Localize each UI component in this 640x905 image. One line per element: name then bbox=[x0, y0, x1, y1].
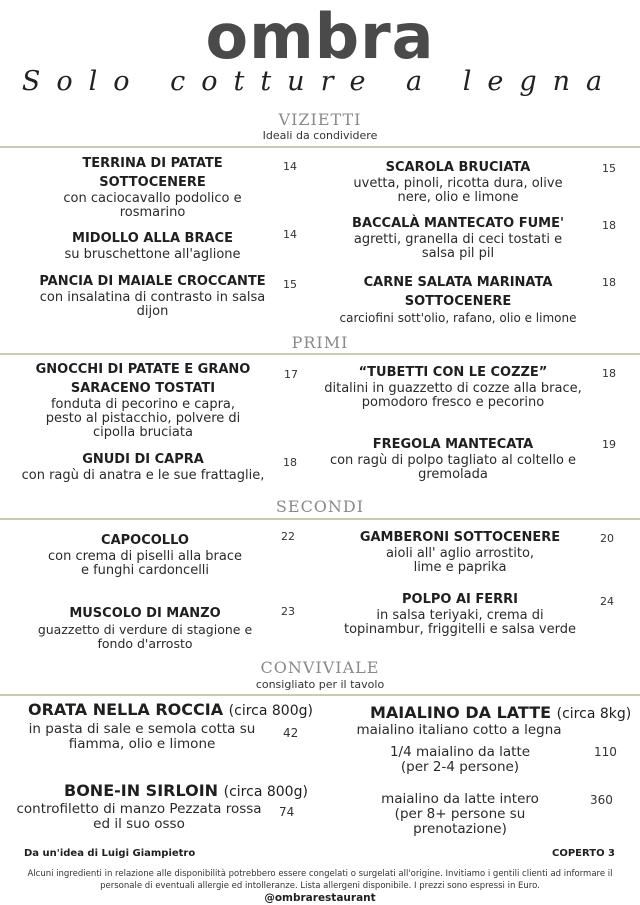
menu-item bbox=[322, 435, 584, 482]
item-price: 14 bbox=[283, 160, 297, 173]
menu-item bbox=[8, 450, 278, 483]
item-desc: su bruschettone all'aglione bbox=[64, 247, 241, 262]
item-weight: (circa 800g) bbox=[223, 784, 308, 800]
item-price: 110 bbox=[594, 745, 617, 759]
item-desc: fonduta di pecorino e capra, pesto al pistacchio, polvere di cipolla bruciata bbox=[45, 397, 241, 440]
item-desc: carciofini sott'olio, rafano, olio e limone bbox=[339, 311, 577, 325]
item-price: 22 bbox=[281, 530, 295, 543]
item-name: TERRINA DI PATATE SOTTOCENERE bbox=[82, 156, 223, 190]
tagline: Solo cotture a legna bbox=[21, 66, 619, 97]
section-title-primi: PRIMI bbox=[291, 333, 349, 352]
section-divider bbox=[0, 518, 640, 520]
item-weight: (circa 800g) bbox=[228, 703, 313, 719]
item-name-orata bbox=[28, 700, 313, 719]
item-name: FREGOLA MANTECATA bbox=[372, 437, 534, 452]
item-price: 18 bbox=[602, 367, 616, 380]
item-name: BONE-IN SIRLOIN bbox=[64, 781, 219, 800]
section-title-conviviale: CONVIVIALE bbox=[260, 658, 380, 677]
menu-item bbox=[30, 272, 275, 319]
menu-item bbox=[8, 360, 278, 440]
item-desc: con insalatina di contrasto in salsa dijon bbox=[39, 290, 266, 319]
section-title-secondi: SECONDI bbox=[275, 497, 365, 516]
item-name: GAMBERONI SOTTOCENERE bbox=[359, 530, 561, 545]
section-divider bbox=[0, 353, 640, 355]
item-desc: con crema di piselli alla brace e funghi cardoncelli bbox=[47, 549, 243, 578]
item-desc: in pasta di sale e semola cotta su fiamma, olio e limone bbox=[28, 721, 256, 752]
item-price: 74 bbox=[279, 805, 295, 819]
item-name: MIDOLLO ALLA BRACE bbox=[72, 231, 233, 246]
item-desc: controfiletto di manzo Pezzata rossa ed il suo osso bbox=[16, 801, 262, 832]
section-divider bbox=[0, 694, 640, 696]
item-price: 15 bbox=[602, 162, 616, 175]
section-subtitle-vizietti: Ideali da condividere bbox=[262, 129, 378, 142]
section-title-vizietti: VIZIETTI bbox=[278, 110, 362, 129]
restaurant-logo: ombra bbox=[205, 0, 435, 73]
menu-item bbox=[338, 158, 578, 205]
menu-item bbox=[336, 528, 584, 575]
item-name: GNUDI DI CAPRA bbox=[82, 452, 204, 467]
menu-item bbox=[30, 229, 275, 262]
item-weight: (circa 8kg) bbox=[556, 706, 632, 722]
menu-item bbox=[20, 604, 270, 651]
item-desc: con ragù di polpo tagliato al coltello e gremolada bbox=[329, 453, 577, 482]
footer-idea: Da un'idea di Luigi Giampietro bbox=[24, 848, 196, 859]
item-price: 42 bbox=[283, 726, 299, 740]
item-desc: in salsa teriyaki, crema di topinambur, friggitelli e salsa verde bbox=[343, 608, 576, 637]
item-name-sirloin bbox=[64, 781, 308, 800]
item-desc: guazzetto di verdure di stagione e fondo d'arrosto bbox=[37, 622, 253, 651]
menu-item bbox=[322, 363, 584, 410]
item-desc: maialino italiano cotto a legna bbox=[356, 722, 562, 738]
item-name: CARNE SALATA MARINATA SOTTOCENERE bbox=[363, 275, 553, 309]
item-name-maialino bbox=[370, 703, 631, 722]
item-desc: aioli all' aglio arrostito, lime e paprika bbox=[385, 546, 535, 575]
menu-item bbox=[20, 531, 270, 578]
item-price: 18 bbox=[602, 219, 616, 232]
item-price: 360 bbox=[590, 793, 613, 807]
item-desc: con ragù di anatra e le sue frattaglie, bbox=[21, 468, 265, 483]
item-name: PANCIA DI MAIALE CROCCANTE bbox=[39, 274, 266, 289]
item-desc: ditalini in guazzetto di cozze alla brace, pomodoro fresco e pecorino bbox=[324, 381, 582, 410]
section-divider bbox=[0, 146, 640, 148]
footer-disclaimer: Alcuni ingredienti in relazione alle disponibilità potrebbero essere congelati o surgelati all'origine. Invitiamo i gentili clienti ad informare il personale di eventuali allergie ed intolleranze. Lista allergeni disponibile. I prezzi sono espressi in Euro. bbox=[27, 869, 613, 891]
footer-social[interactable]: @ombrarestaurant bbox=[264, 892, 376, 904]
item-price: 15 bbox=[283, 278, 297, 291]
item-desc: uvetta, pinoli, ricotta dura, olive nere, olio e limone bbox=[353, 176, 563, 205]
item-price: 17 bbox=[284, 368, 298, 381]
item-price: 18 bbox=[283, 456, 297, 469]
item-name: ORATA NELLA ROCCIA bbox=[28, 700, 224, 719]
item-price: 18 bbox=[602, 276, 616, 289]
item-name: CAPOCOLLO bbox=[101, 533, 189, 548]
section-subtitle-conviviale: consigliato per il tavolo bbox=[255, 678, 385, 691]
menu-item bbox=[336, 590, 584, 637]
menu-item bbox=[338, 214, 578, 261]
item-name: MAIALINO DA LATTE bbox=[370, 703, 552, 722]
item-price: 19 bbox=[602, 438, 616, 451]
item-name: SCAROLA BRUCIATA bbox=[385, 160, 531, 175]
item-price: 20 bbox=[600, 532, 614, 545]
item-name: POLPO AI FERRI bbox=[401, 592, 518, 607]
item-name: BACCALÀ MANTECATO FUME' bbox=[352, 216, 564, 231]
menu-item bbox=[338, 273, 578, 325]
item-price: 14 bbox=[283, 228, 297, 241]
item-desc: con caciocavallo podolico e rosmarino bbox=[63, 191, 242, 220]
item-name: MUSCOLO DI MANZO bbox=[69, 606, 221, 621]
item-name: “TUBETTI CON LE COZZE” bbox=[358, 365, 548, 380]
menu-item bbox=[30, 154, 275, 220]
item-price: 24 bbox=[600, 595, 614, 608]
item-name: GNOCCHI DI PATATE E GRANO SARACENO TOSTATI bbox=[35, 362, 251, 396]
item-option-desc: 1/4 maialino da latte (per 2-4 persone) bbox=[389, 744, 531, 775]
item-price: 23 bbox=[281, 605, 295, 618]
item-option-desc: maialino da latte intero (per 8+ persone su prenotazione) bbox=[381, 791, 539, 837]
footer-coperto: COPERTO 3 bbox=[552, 848, 616, 859]
item-desc: agretti, granella di ceci tostati e salsa pil pil bbox=[353, 232, 563, 261]
